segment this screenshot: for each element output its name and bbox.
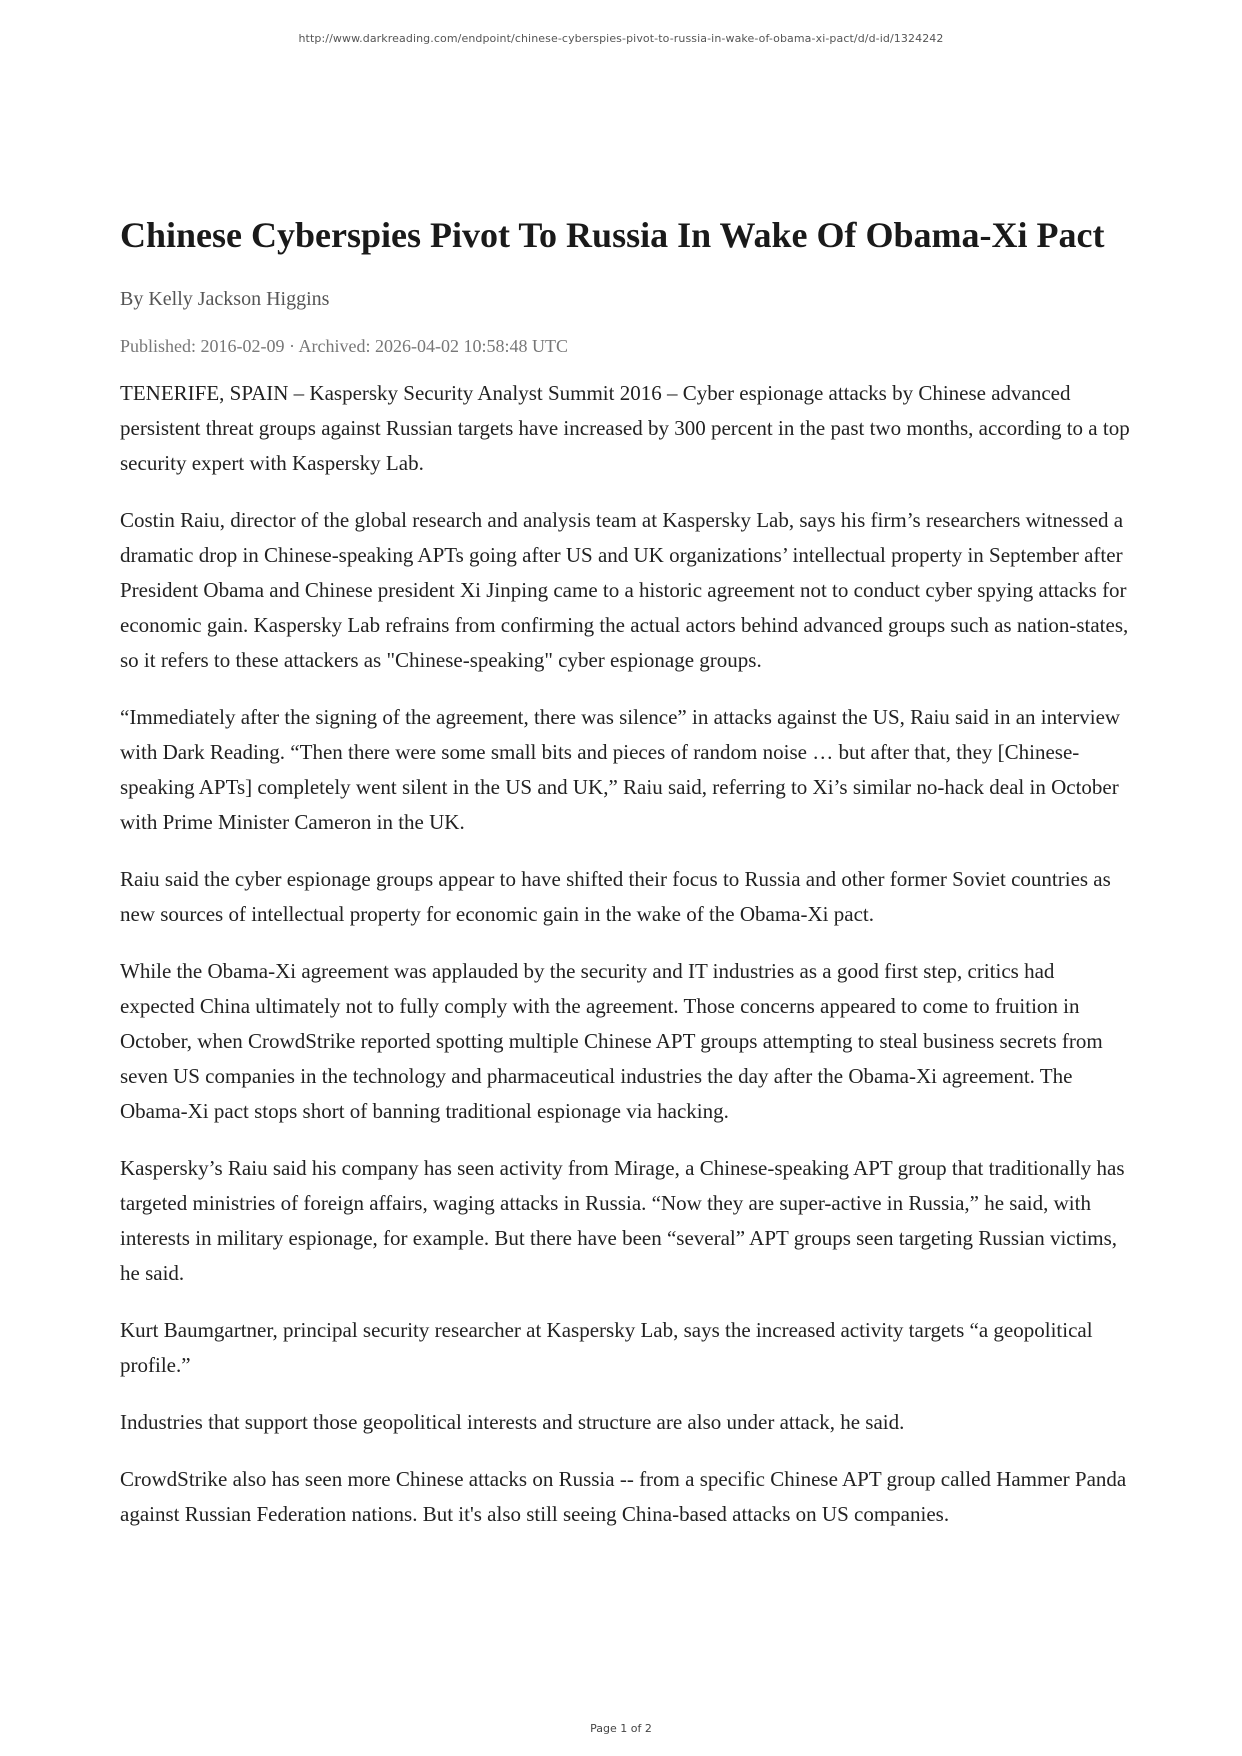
- article-title: Chinese Cyberspies Pivot To Russia In Wake Of Obama-Xi Pact: [120, 215, 1105, 255]
- page-number: Page 1 of 2: [590, 1722, 652, 1735]
- article-meta: Published: 2016-02-09 · Archived: 2026-04-02 10:58:48 UTC: [120, 336, 568, 356]
- paragraph-5: While the Obama-Xi agreement was applauded by the security and IT industries as a good first step, critics had expected China ultimately not to fully comply with the agreement. Those concerns appeared to come to fruition in October, when CrowdStrike reported spotting multiple Chinese APT groups attempting to steal business secrets from seven US companies in the technology and pharmaceutical industries the day after the Obama-Xi agreement. The Obama-Xi pact stops short of banning traditional espionage via hacking.: [120, 959, 1103, 1123]
- paragraph-1: TENERIFE, SPAIN – Kaspersky Security Analyst Summit 2016 – Cyber espionage attacks by Chinese advanced persistent threat groups against Russian targets have increased by 300 percent in the past two months, according to a top security expert with Kaspersky Lab.: [120, 381, 1130, 475]
- article: [120, 213, 1130, 1554]
- paragraph-7: Kurt Baumgartner, principal security researcher at Kaspersky Lab, says the increased activity targets “a geopolitical profile.”: [120, 1318, 1093, 1377]
- paragraph-9: CrowdStrike also has seen more Chinese attacks on Russia -- from a specific Chinese APT group called Hammer Panda against Russian Federation nations. But it's also still seeing China-based attacks on US companies.: [120, 1467, 1127, 1526]
- article-byline: By Kelly Jackson Higgins: [120, 288, 330, 310]
- source-url: http://www.darkreading.com/endpoint/chinese-cyberspies-pivot-to-russia-in-wake-of-obama-xi-pact/d/d-id/1324242: [298, 32, 944, 45]
- paragraph-2: Costin Raiu, director of the global research and analysis team at Kaspersky Lab, says his firm’s researchers witnessed a dramatic drop in Chinese-speaking APTs going after US and UK organizations’ intellectual property in September after President Obama and Chinese president Xi Jinping came to a historic agreement not to conduct cyber spying attacks for economic gain. Kaspersky Lab refrains from confirming the actual actors behind advanced groups such as nation-states, so it refers to these attackers as "Chinese-speaking" cyber espionage groups.: [120, 508, 1129, 672]
- paragraph-6: Kaspersky’s Raiu said his company has seen activity from Mirage, a Chinese-speaking APT group that traditionally has targeted ministries of foreign affairs, waging attacks in Russia. “Now they are super-active in Russia,” he said, with interests in military espionage, for example. But there have been “several” APT groups seen targeting Russian victims, he said.: [120, 1156, 1125, 1285]
- paragraph-4: Raiu said the cyber espionage groups appear to have shifted their focus to Russia and other former Soviet countries as new sources of intellectual property for economic gain in the wake of the Obama-Xi pact.: [120, 867, 1111, 926]
- paragraph-8: Industries that support those geopolitical interests and structure are also under attack, he said.: [120, 1410, 905, 1434]
- article-body: [120, 376, 1130, 1532]
- paragraph-3: “Immediately after the signing of the agreement, there was silence” in attacks against the US, Raiu said in an interview with Dark Reading. “Then there were some small bits and pieces of random noise … but after that, they [Chinese-speaking APTs] completely went silent in the US and UK,” Raiu said, referring to Xi’s similar no-hack deal in October with Prime Minister Cameron in the UK.: [120, 705, 1121, 834]
